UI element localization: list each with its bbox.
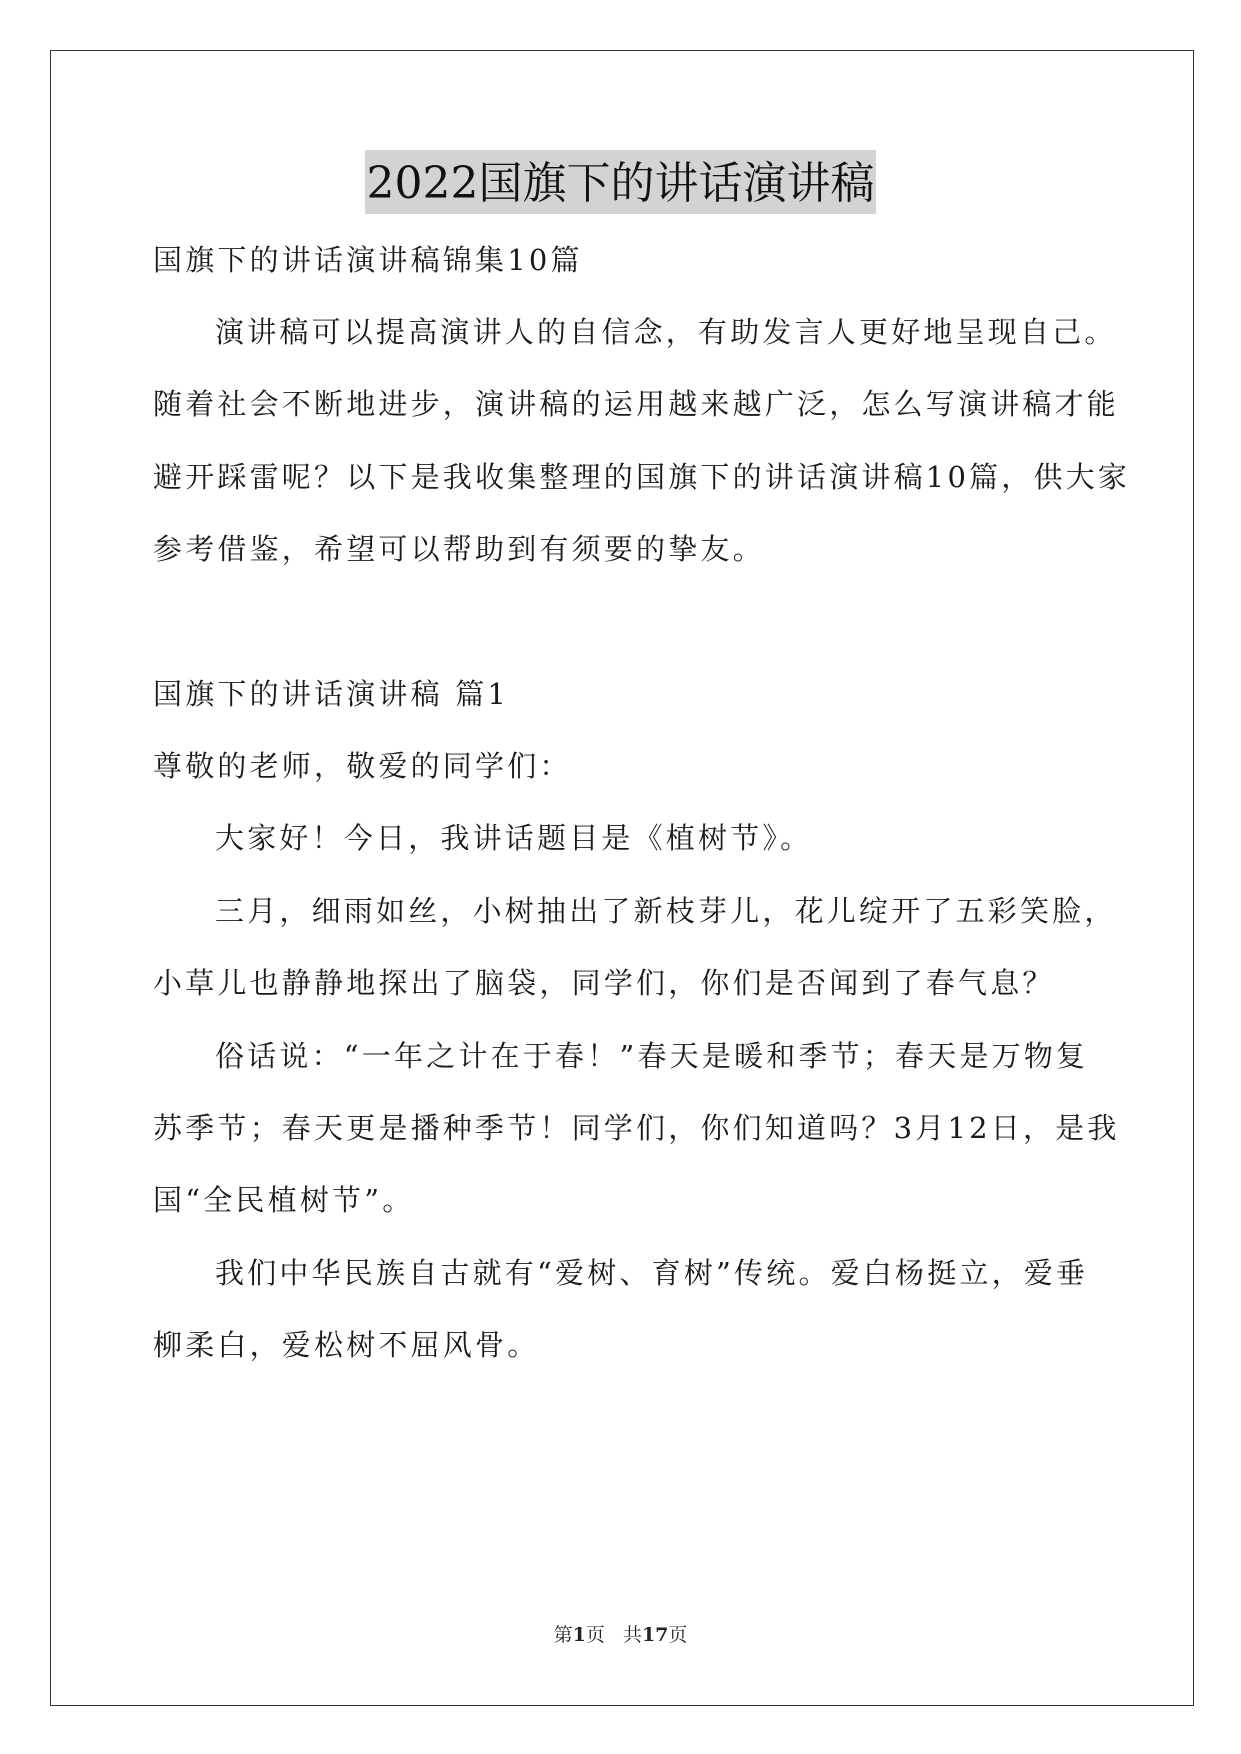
body-line: 小草儿也静静地探出了脑袋，同学们，你们是否闻到了春气息？ — [153, 966, 1055, 1000]
body-line: 俗话说：“一年之计在于春！”春天是暖和季节；春天是万物复 — [215, 1039, 1089, 1073]
greeting: 尊敬的老师，敬爱的同学们： — [153, 749, 572, 783]
title-container — [0, 150, 1241, 214]
body-line: 苏季节；春天更是播种季节！同学们，你们知道吗？3月12日，是我 — [153, 1111, 1120, 1145]
page-border — [50, 50, 1194, 1706]
intro-line: 参考借鉴，希望可以帮助到有须要的挚友。 — [153, 532, 765, 566]
body-line: 柳柔白，爱松树不屈风骨。 — [153, 1328, 540, 1362]
page-footer — [0, 1623, 1241, 1647]
current-page-number: 1 — [572, 1624, 586, 1646]
intro-line: 随着社会不断地进步，演讲稿的运用越来越广泛，怎么写演讲稿才能 — [153, 387, 1120, 421]
page-mid: 页 共 — [585, 1624, 642, 1646]
intro-line: 避开踩雷呢？以下是我收集整理的国旗下的讲话演讲稿10篇，供大家 — [153, 460, 1131, 494]
document-subtitle: 国旗下的讲话演讲稿锦集10篇 — [153, 243, 583, 277]
section-heading: 国旗下的讲话演讲稿 篇1 — [153, 677, 510, 711]
document-title: 2022国旗下的讲话演讲稿 — [365, 150, 877, 214]
total-page-number: 17 — [641, 1624, 669, 1646]
body-line: 大家好！今日，我讲话题目是《植树节》。 — [215, 821, 813, 855]
intro-line: 演讲稿可以提高演讲人的自信念，有助发言人更好地呈现自己。 — [215, 315, 1117, 349]
body-line: 三月，细雨如丝，小树抽出了新枝芽儿，花儿绽开了五彩笑脸， — [215, 894, 1117, 928]
body-line: 国“全民植树节”。 — [153, 1183, 415, 1217]
page-prefix: 第 — [553, 1624, 573, 1646]
body-line: 我们中华民族自古就有“爱树、育树”传统。爱白杨挺立，爱垂 — [215, 1256, 1089, 1290]
page-suffix: 页 — [668, 1624, 688, 1646]
